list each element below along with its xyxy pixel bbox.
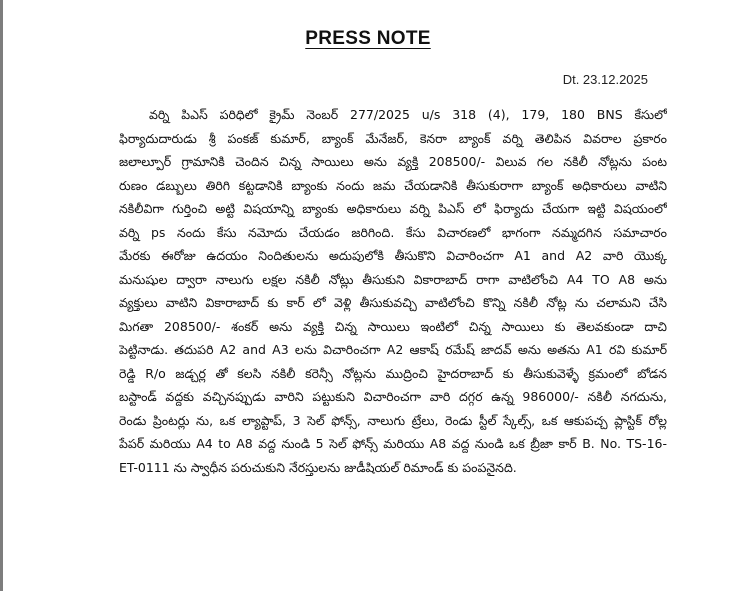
paragraph-line: రెడ్డి R/o జడ్చర్ల తో కలసి నకిలీ కరెన్సీ నోట్లను ముద్రించి హైదరాబాద్ కు తీసుకువెళ్ళే క్రమంలో బోడన (119, 365, 667, 381)
paragraph-line: రుణం డబ్బులు తిరిగి కట్టడానికి బ్యాంకు నందు జమ చేయడానికి తీసుకురాగా బ్యాంక్ అధికారులు వాటిని (119, 177, 667, 193)
paragraph-line: ఫిర్యాదుదారుడు శ్రీ పంకజ్ కుమార్, బ్యాంక్ మేనేజర్, కెనరా బ్యాంక్ వర్ని తెలిపిన వివరాల ప్రకారం (119, 130, 667, 146)
paragraph-line: ET-0111 ను స్వాధీన పరుచుకుని నేరస్తులను జుడీషియల్ రిమాండ్ కు పంపనైనది. (119, 459, 517, 475)
document-title: PRESS NOTE (305, 28, 431, 49)
paragraph-line: వర్ని ps నందు కేసు నమోదు చేయడం జరిగింది. కేసు విచారణలో భాగంగా నమ్మదగిన సమాచారం (119, 224, 667, 240)
paragraph-line: వ్యక్తులు వాటిని వికారాబాద్ కు కార్ లో వెళ్లి తీసుకువచ్చి వాటిలోంచి కొన్ని నకిలీ నోట్ల ను చలామని చేసి (119, 295, 667, 310)
press-note-paragraph (119, 103, 667, 479)
paragraph-line: బస్టాండ్ వద్దకు వచ్చినప్పుడు వారిని పట్టుకుని విచారించగా వారి దగ్గర ఉన్న 986000/- నకిలీ నగదును, (119, 389, 667, 404)
paragraph-line: నకిలీవిగా గుర్తించి అట్టి విషయాన్ని బ్యాంకు అధికారులు వర్ని పిఎస్ లో ఫిర్యాదు చేయగా ఇట్టి విషయంలో (119, 201, 667, 216)
paragraph-line: మనుషుల ద్వారా నాలుగు లక్షల నకిలీ నోట్లు తీసుకుని వికారాబాద్ రాగా వాటిలోంచి A4 TO A8 అను (119, 271, 667, 287)
paragraph-line: పెట్టినాడు. తదుపరి A2 and A3 లను విచారించగా A2 ఆకాష్ రమేష్ జాదవ్ అను అతను A1 రవి కుమార్ (119, 342, 667, 357)
paragraph-line: వర్ని పిఎస్ పరిధిలో క్రైమ్ నెంబర్ 277/2025 u/s 318 (4), 179, 180 BNS కేసులో (149, 107, 667, 122)
paragraph-line: రెండు ప్రింటర్లు ను, ఒక ల్యాప్టాప్, 3 సెల్ ఫోన్స్, నాలుగు ట్రేలు, రెండు స్టీల్ స్కేల్స్, ఒక ఆకుపచ్చ ప్లాస్టిక్ రోల్ల (119, 412, 667, 428)
document-date: Dt. 23.12.2025 (562, 72, 648, 87)
paragraph-line: పేపర్ మరియు A4 to A8 వద్ద నుండి 5 సెల్ ఫోన్స్ మరియు A8 వద్ద నుండి ఒక బ్రీజా కార్ B. No. TS-16- (119, 436, 667, 451)
paragraph-line: మేరకు ఈరోజు ఉదయం నిందితులను అదుపులోకి తీసుకొని విచారించగా A1 and A2 వారి యొక్క (119, 248, 667, 263)
paragraph-line: జలాల్పూర్ గ్రామానికి చెందిన చిన్న సాయిలు అను వ్యక్తి 208500/- విలువ గల నకిలీ నోట్లను పంట (119, 154, 667, 169)
paragraph-line: మిగతా 208500/- శంకర్ అను వ్యక్తి చిన్న సాయిలు ఇంటిలో చిన్న సాయిలు కు తెలవకుండా దాచి (119, 318, 667, 334)
